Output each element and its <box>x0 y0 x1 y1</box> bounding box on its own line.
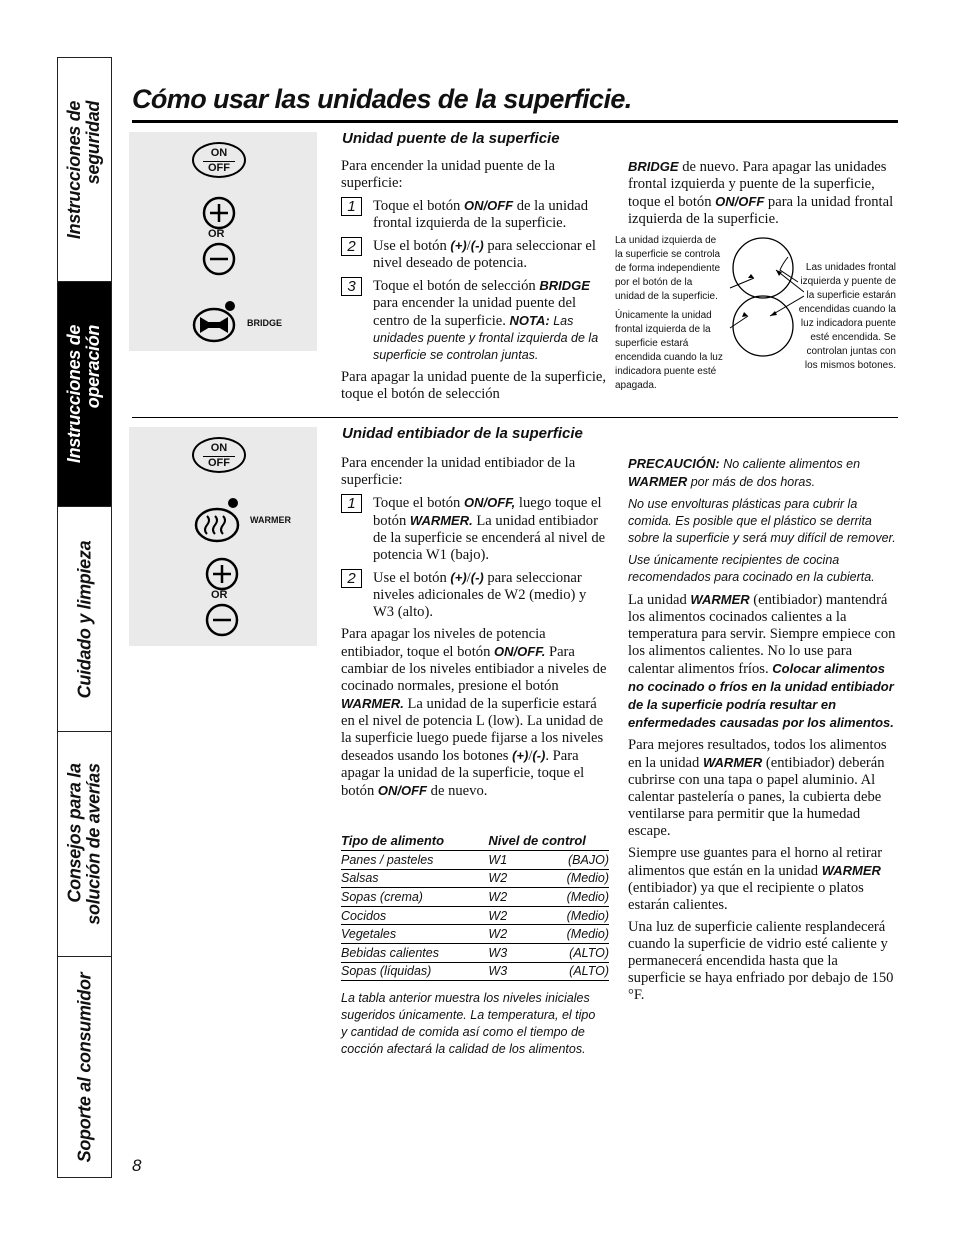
table-cell-desc: (Medio) <box>548 906 609 925</box>
off-label: OFF <box>208 457 230 469</box>
note-label: NOTA: <box>509 313 550 328</box>
step-text: / <box>466 238 471 254</box>
step-number: 1 <box>341 494 362 513</box>
off-label: OFF <box>208 162 230 174</box>
side-tab-label: operación <box>83 324 104 409</box>
step-text-bold: WARMER. <box>409 513 473 528</box>
warmer-icon <box>193 497 243 543</box>
caution-label: PRECAUCIÓN: <box>628 456 720 471</box>
diagram-note-left-unit: La unidad izquierda de la superficie se controla de forma independiente por el botón de la unidad de la superficie. <box>615 235 721 302</box>
or-label: OR <box>211 589 228 601</box>
title-rule <box>132 120 898 123</box>
table-cell-desc: (ALTO) <box>548 962 609 981</box>
table-cell-food: Salsas <box>341 869 488 888</box>
step-text-bold: (-) <box>470 238 484 253</box>
plastic-wrap-note: No use envolturas plásticas para cubrir la comida. Es posible que el plástico se derrita sobre la superficie y será muy difícil de remover. <box>628 497 896 545</box>
diagram-note-bridge-on: Las unidades frontal izquierda y puente de la superficie estarán encendidas cuando la luz indicadora puente esté encendida. Se controlan juntas con los mismos botones. <box>798 262 896 371</box>
table-row <box>341 888 609 907</box>
side-tab-care[interactable] <box>58 507 111 732</box>
side-tab-label: Cuidado y limpieza <box>74 540 95 698</box>
table-footnote: La tabla anterior muestra los niveles iniciales sugeridos únicamente. La temperatura, el tipo y cantidad de comida así como el tiempo de cocción afectará la calidad de los alimentos. <box>341 991 596 1056</box>
warmer-paragraph-1: La unidad WARMER (entibiador) mantendrá los alimentos cocinados calientes a la temperatura para servir. Siempre empiece con los alimentos calientes. No lo use para calentar alimentos fríos. Colocar alimentos no cocinado o fríos en la unidad entibiador de la superficie podría resultar en enfermedades causadas por los alimentos. <box>628 592 896 730</box>
note-text: Las unidades puente y frontal izquierda de la superficie se controlan juntas. <box>373 314 599 362</box>
table-cell-level: W2 <box>488 906 548 925</box>
bridge-step-3 <box>341 277 609 364</box>
table-cell-desc: (ALTO) <box>548 943 609 962</box>
table-cell-desc: (Medio) <box>548 869 609 888</box>
plus-icon <box>205 557 239 591</box>
step-text: Toque el botón <box>373 198 464 214</box>
bridge-label: BRIDGE <box>247 318 283 328</box>
side-tab-label: Instrucciones de <box>64 324 85 464</box>
on-label: ON <box>210 442 228 454</box>
side-tab-label: solución de averías <box>83 763 104 925</box>
page-title: Cómo usar las unidades de la superficie. <box>132 84 632 114</box>
warmer-step-2 <box>341 569 609 621</box>
table-header-row <box>341 830 609 851</box>
caution-note: PRECAUCIÓN: No caliente alimentos en WARMER por más de dos horas. <box>628 456 861 489</box>
plus-icon <box>202 196 236 230</box>
step-text-bold: ON/OFF <box>463 198 514 213</box>
table-cell-desc: (Medio) <box>548 888 609 907</box>
warmer-section-title: Unidad entibiador de la superficie <box>342 425 583 442</box>
bold-term: ON/OFF <box>715 194 765 209</box>
step-text: para encender la unidad puente del centro de la superficie. <box>373 295 576 329</box>
minus-icon <box>205 603 239 637</box>
table-cell-food: Panes / pasteles <box>341 851 488 870</box>
or-label: OR <box>208 228 225 240</box>
table-row <box>341 925 609 944</box>
bridge-icon <box>192 300 242 344</box>
table-cell-level: W1 <box>488 851 548 870</box>
side-tab-label: seguridad <box>83 100 104 184</box>
step-text-bold: BRIDGE <box>539 278 590 293</box>
bridge-off-instructions: Para apagar la unidad puente de la superficie, toque el botón de selección <box>341 369 606 402</box>
bridge-controls-panel <box>129 132 317 351</box>
warmer-paragraph-3: Siempre use guantes para el horno al retirar alimentos que están en la unidad WARMER (entibiador) ya que el recipiente o platos estarán calientes. <box>628 845 883 913</box>
table-cell-food: Sopas (crema) <box>341 888 488 907</box>
diagram-note-left-only: Únicamente la unidad frontal izquierda de la superficie estará encendida cuando la luz indicadora puente esté apagada. <box>615 310 723 391</box>
step-text: Use el botón <box>373 570 451 586</box>
warmer-intro: Para encender la unidad entibiador de la superficie: <box>341 455 576 488</box>
table-cell-desc: (Medio) <box>548 925 609 944</box>
container-note: Use únicamente recipientes de cocina recomendados para cocinado en la cubierta. <box>628 553 875 584</box>
warmer-instructions <box>341 455 609 805</box>
step-number: 3 <box>341 277 362 296</box>
table-row <box>341 962 609 981</box>
table-cell-level: W3 <box>488 962 548 981</box>
warmer-paragraph-2: Para mejores resultados, todos los alimentos en la unidad WARMER (entibiador) deberán cubrirse con una tapa o papel aluminio. Al calentar pastelería o panes, la cubierta debe ventilarse para permitir que la humedad escape. <box>628 737 887 839</box>
warmer-levels-table <box>341 830 609 981</box>
side-tab-safety[interactable] <box>58 58 111 282</box>
bridge-section-title: Unidad puente de la superficie <box>342 130 560 147</box>
table-cell-food: Sopas (líquidas) <box>341 962 488 981</box>
section-divider <box>132 417 898 418</box>
step-text-bold: (+) <box>450 570 467 585</box>
step-number: 2 <box>341 569 362 588</box>
bold-term: BRIDGE <box>628 159 679 174</box>
step-text-bold: (-) <box>470 570 484 585</box>
table-cell-food: Vegetales <box>341 925 488 944</box>
body-text: de nuevo. Para apagar las unidades frontal izquierda y puente de la superficie, toque el botón <box>628 159 887 210</box>
warmer-step-1 <box>341 494 609 564</box>
warmer-off-instructions: Para apagar los niveles de potencia entibiador, toque el botón ON/OFF. Para cambiar de los niveles entibiador a niveles de cocinado normales, presione el botón WARMER. La unidad de la superficie estará en el nivel de potencia L (low). La unidad de la superficie luego puede fijarse a los niveles deseados usando los botones (+)/(-). Para apagar la unidad de la superficie, toque el botón ON/OFF de nuevo. <box>341 626 607 799</box>
table-header-level: Nivel de control <box>488 830 609 851</box>
step-text: de la unidad frontal izquierda de la superficie. <box>373 198 589 231</box>
step-text-bold: ON/OFF, <box>463 495 516 510</box>
minus-icon <box>202 242 236 276</box>
side-tab-operation[interactable] <box>58 282 111 507</box>
bridge-intro: Para encender la unidad puente de la superficie: <box>341 158 555 191</box>
table-row <box>341 851 609 870</box>
table-cell-food: Bebidas calientes <box>341 943 488 962</box>
bridge-step-1 <box>341 197 609 232</box>
warmer-controls-panel <box>129 427 317 646</box>
table-cell-food: Cocidos <box>341 906 488 925</box>
table-cell-level: W2 <box>488 888 548 907</box>
step-text: para seleccionar el nivel deseado de potencia. <box>373 238 596 271</box>
on-label: ON <box>210 147 228 159</box>
on-off-icon <box>192 437 246 473</box>
warmer-paragraph-4: Una luz de superficie caliente resplandecerá cuando la superficie de vidrio esté caliente y permanecerá encendida hasta que la superficie se haya enfriado por debajo de 150 °F. <box>628 919 894 1003</box>
bridge-off-continued <box>628 158 896 233</box>
step-text: Toque el botón <box>373 495 464 511</box>
table-row <box>341 906 609 925</box>
side-tab-support[interactable] <box>58 957 111 1177</box>
step-text-bold: (+) <box>450 238 467 253</box>
side-tab-troubleshooting[interactable] <box>58 732 111 957</box>
body-text: para la unidad frontal izquierda de la superficie. <box>628 194 894 227</box>
on-off-icon <box>192 142 246 178</box>
step-text: luego toque el botón <box>373 495 602 529</box>
side-tab-label: Consejos para la <box>64 763 85 903</box>
table-cell-desc: (BAJO) <box>548 851 609 870</box>
table-cell-level: W2 <box>488 925 548 944</box>
table-cell-level: W3 <box>488 943 548 962</box>
step-text: / <box>466 570 471 586</box>
step-text: Use el botón <box>373 238 451 254</box>
step-number: 2 <box>341 237 362 256</box>
table-header-food: Tipo de alimento <box>341 830 488 851</box>
bridge-cooktop-diagram <box>722 232 804 368</box>
warmer-precautions <box>628 455 898 1009</box>
step-text: Toque el botón de selección <box>373 278 540 294</box>
bridge-step-2 <box>341 237 609 272</box>
side-tab-label: Soporte al consumidor <box>74 972 95 1162</box>
step-text: La unidad entibiador de la superficie se encenderá al nivel de potencia W1 (bajo). <box>373 513 606 563</box>
table-cell-level: W2 <box>488 869 548 888</box>
table-row <box>341 869 609 888</box>
page-number: 8 <box>132 1156 142 1175</box>
warmer-label: WARMER <box>250 515 291 525</box>
side-tab-label: Instrucciones de <box>64 100 85 239</box>
step-number: 1 <box>341 197 362 216</box>
side-navigation <box>57 57 112 1178</box>
table-row <box>341 943 609 962</box>
bridge-instructions <box>341 158 609 408</box>
step-text: para seleccionar niveles adicionales de W2 (medio) y W3 (alto). <box>373 570 587 620</box>
